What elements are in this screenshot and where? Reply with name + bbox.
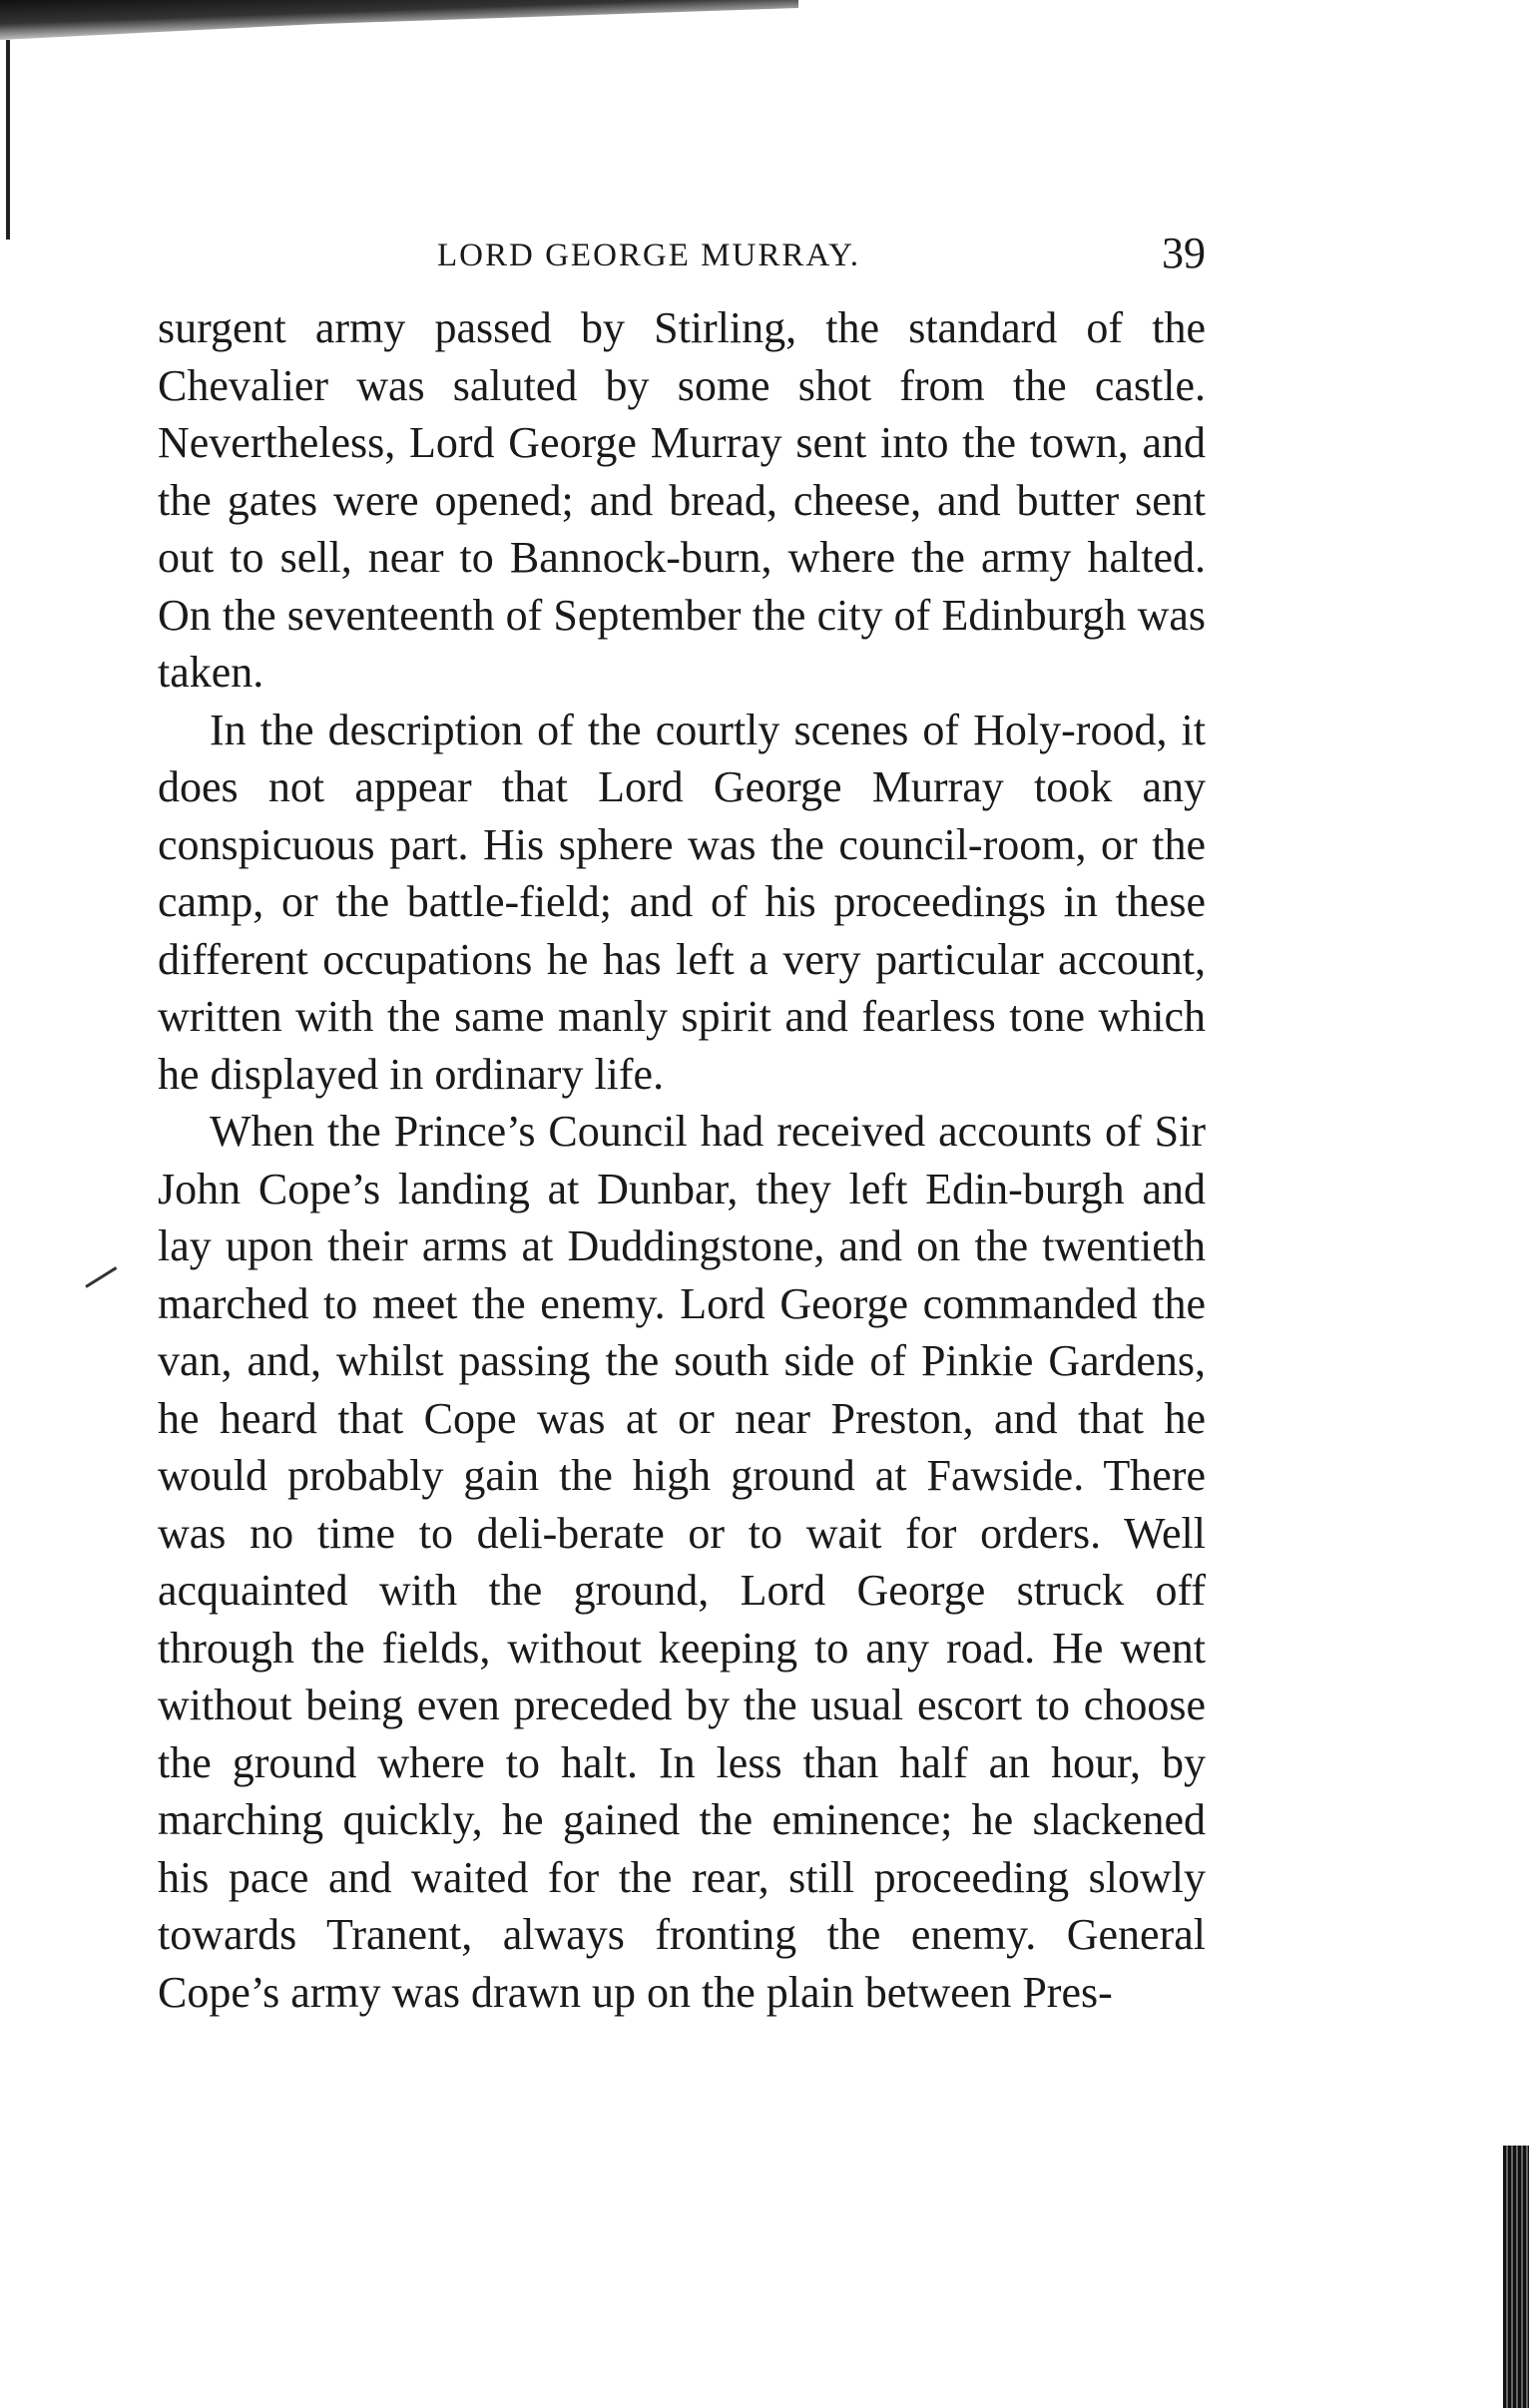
paragraph-holyrood: In the description of the courtly scenes of Holy-rood, it does not appear that Lord George Murray took any conspicuous part. His sphere was the council-room, or the camp, or the battle-field; and of his proceedings in these different occupations he has left a very particular account, written with the same manly spirit and fearless tone which he displayed in ordinary life. — [158, 705, 1206, 1099]
running-head — [158, 228, 1206, 287]
body-text — [158, 299, 1206, 2021]
scan-right-artifact — [1503, 2146, 1529, 2408]
pencil-margin-mark — [85, 1266, 117, 1288]
paragraph-prince-council: When the Prince’s Council had received accounts of Sir John Cope’s landing at Dunbar, they left Edin-burgh and lay upon their arms at Duddingstone, and on the twentieth marched to meet the enemy. Lord George commanded the van, and, whilst passing the south side of Pinkie Gardens, he heard that Cope was at or near Preston, and that he would probably gain the high ground at Fawside. There was no time to deli-berate or to wait for orders. Well acquainted with the ground, Lord George struck off through the fields, without keeping to any road. He went without being even preceded by the usual escort to choose the ground where to halt. In less than half an hour, by marching quickly, he gained the eminence; he slackened his pace and waited for the rear, still proceeding slowly towards Tranent, always fronting the enemy. General Cope’s army was drawn up on the plain between Pres- — [158, 1107, 1206, 2017]
paragraph-continued: surgent army passed by Stirling, the standard of the Chevalier was saluted by some shot from the castle. Nevertheless, Lord George Murray sent into the town, and the gates were opened; and bread, cheese, and butter sent out to sell, near to Bannock-burn, where the army halted. On the seventeenth of September the city of Edinburgh was taken. — [158, 303, 1206, 697]
page-number: 39 — [1162, 229, 1206, 277]
scan-edge-shadow — [0, 0, 798, 40]
running-title: LORD GEORGE MURRAY. — [437, 238, 860, 273]
scan-left-artifact — [6, 40, 10, 240]
